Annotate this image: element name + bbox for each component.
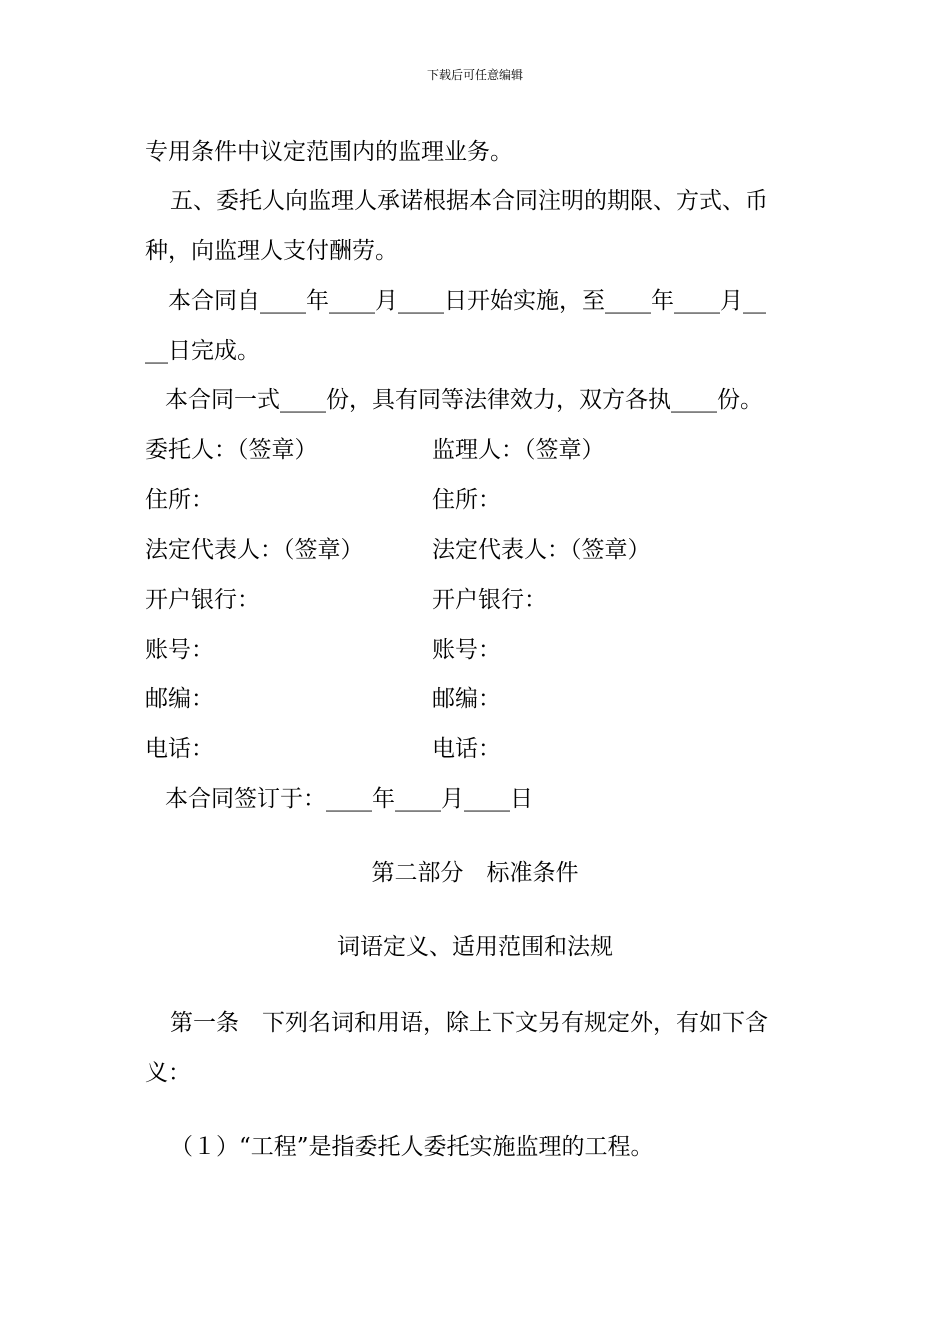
chapter-title: 词语定义、适用范围和法规	[337, 934, 613, 960]
supervisor-account: 账号：	[432, 637, 501, 663]
paragraph-copies: 本合同一式____份，具有同等法律效力，双方各执____份。	[165, 387, 763, 413]
principal-phone: 电话：	[145, 736, 214, 762]
signed-date: 本合同签订于：____年____月____日	[165, 786, 533, 812]
paragraph-payment-line2: 种，向监理人支付酬劳。	[145, 238, 398, 264]
part-title: 第二部分 标准条件	[371, 860, 579, 886]
principal-bank: 开户银行：	[145, 587, 260, 613]
article-1-line1: 第一条 下列名词和用语，除上下文另有规定外，有如下含	[170, 1010, 768, 1036]
supervisor-phone: 电话：	[432, 736, 501, 762]
principal-signature: 委托人：（签章）	[145, 437, 318, 463]
supervisor-bank: 开户银行：	[432, 587, 547, 613]
paragraph-term-line1: 本合同自____年____月____日开始实施，至____年____月__	[168, 288, 766, 314]
paragraph-scope: 专用条件中议定范围内的监理业务。	[145, 139, 513, 165]
article-1-line2: 义：	[145, 1060, 191, 1086]
principal-legal-rep: 法定代表人：（签章）	[145, 537, 364, 563]
supervisor-signature: 监理人：（签章）	[432, 437, 605, 463]
supervisor-postcode: 邮编：	[432, 686, 501, 712]
paragraph-payment-line1: 五、委托人向监理人承诺根据本合同注明的期限、方式、币	[170, 188, 768, 214]
paragraph-term-line2: __日完成。	[145, 338, 260, 364]
article-1-item-1: （１）“工程”是指委托人委托实施监理的工程。	[170, 1134, 654, 1160]
page-header: 下载后可任意编辑	[426, 68, 523, 82]
principal-address: 住所：	[145, 487, 214, 513]
principal-postcode: 邮编：	[145, 686, 214, 712]
supervisor-legal-rep: 法定代表人：（签章）	[432, 537, 651, 563]
principal-account: 账号：	[145, 637, 214, 663]
supervisor-address: 住所：	[432, 487, 501, 513]
